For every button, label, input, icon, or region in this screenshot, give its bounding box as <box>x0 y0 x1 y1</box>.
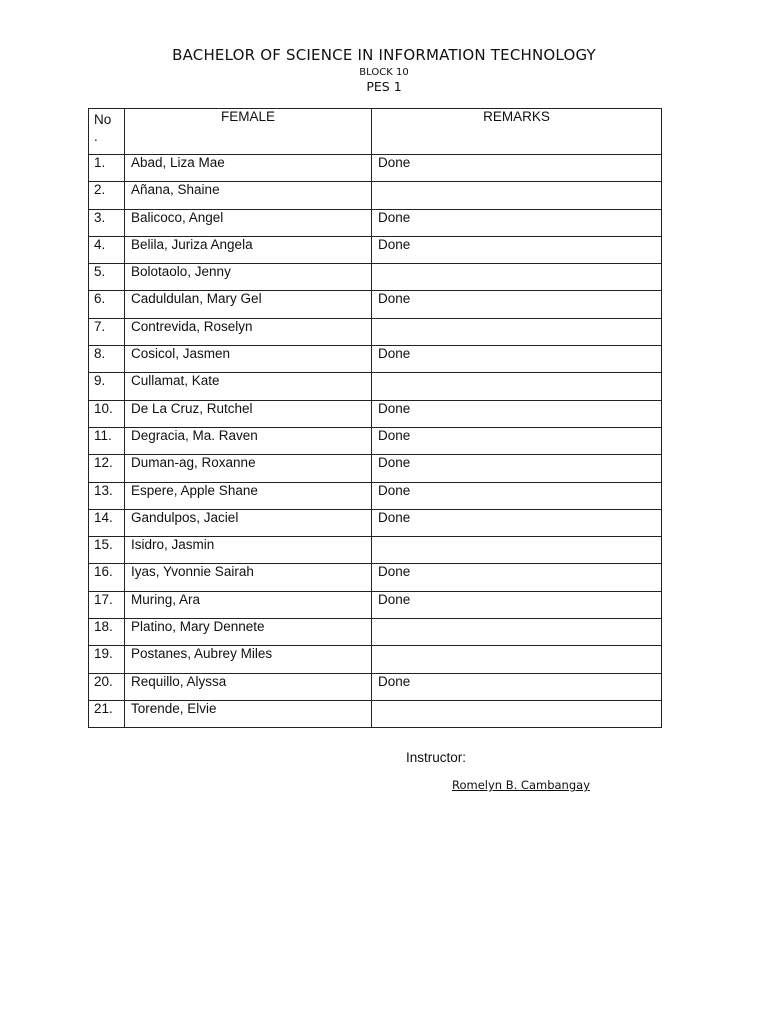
table-row <box>89 182 662 209</box>
remarks-cell <box>372 700 662 727</box>
remarks-cell: Done <box>372 400 662 427</box>
table-header-row <box>89 109 662 155</box>
column-header-female: FEMALE <box>125 109 372 155</box>
table-row <box>89 700 662 727</box>
row-number: 17. <box>89 591 125 618</box>
remarks-cell: Done <box>372 209 662 236</box>
column-header-no <box>89 109 125 155</box>
student-name: Caduldulan, Mary Gel <box>125 291 372 318</box>
remarks-cell: Done <box>372 673 662 700</box>
remarks-cell: Done <box>372 155 662 182</box>
row-number: 7. <box>89 318 125 345</box>
column-header-no-text: No . <box>94 112 112 144</box>
table-row <box>89 427 662 454</box>
table-row <box>89 537 662 564</box>
row-number: 2. <box>89 182 125 209</box>
table-row <box>89 591 662 618</box>
table-row <box>89 236 662 263</box>
student-name: Isidro, Jasmin <box>125 537 372 564</box>
row-number: 1. <box>89 155 125 182</box>
table-row <box>89 400 662 427</box>
student-name: Platino, Mary Dennete <box>125 619 372 646</box>
table-row <box>89 646 662 673</box>
student-name: Añana, Shaine <box>125 182 372 209</box>
student-name: Belila, Juriza Angela <box>125 236 372 263</box>
student-name: Contrevida, Roselyn <box>125 318 372 345</box>
student-name: Balicoco, Angel <box>125 209 372 236</box>
student-name: Gandulpos, Jaciel <box>125 509 372 536</box>
row-number: 9. <box>89 373 125 400</box>
table-row <box>89 564 662 591</box>
student-name: Requillo, Alyssa <box>125 673 372 700</box>
remarks-cell: Done <box>372 236 662 263</box>
student-name: Duman-ag, Roxanne <box>125 455 372 482</box>
remarks-cell: Done <box>372 482 662 509</box>
student-name: Espere, Apple Shane <box>125 482 372 509</box>
student-name: Cosicol, Jasmen <box>125 346 372 373</box>
table-row <box>89 264 662 291</box>
row-number: 19. <box>89 646 125 673</box>
table-row <box>89 209 662 236</box>
table-row <box>89 619 662 646</box>
remarks-cell <box>372 264 662 291</box>
row-number: 21. <box>89 700 125 727</box>
row-number: 16. <box>89 564 125 591</box>
table-row <box>89 291 662 318</box>
instructor-label: Instructor: <box>406 750 467 765</box>
row-number: 6. <box>89 291 125 318</box>
student-name: Torende, Elvie <box>125 700 372 727</box>
block-label: BLOCK 10 <box>359 67 409 78</box>
row-number: 4. <box>89 236 125 263</box>
remarks-cell <box>372 646 662 673</box>
student-name: Cullamat, Kate <box>125 373 372 400</box>
row-number: 10. <box>89 400 125 427</box>
remarks-cell <box>372 537 662 564</box>
remarks-cell: Done <box>372 346 662 373</box>
row-number: 14. <box>89 509 125 536</box>
row-number: 18. <box>89 619 125 646</box>
student-name: Iyas, Yvonnie Sairah <box>125 564 372 591</box>
row-number: 11. <box>89 427 125 454</box>
table-row <box>89 373 662 400</box>
table-row <box>89 318 662 345</box>
roster-body <box>89 155 662 728</box>
remarks-cell <box>372 619 662 646</box>
remarks-cell <box>372 373 662 400</box>
remarks-cell: Done <box>372 564 662 591</box>
row-number: 15. <box>89 537 125 564</box>
student-name: Bolotaolo, Jenny <box>125 264 372 291</box>
remarks-cell: Done <box>372 509 662 536</box>
remarks-cell: Done <box>372 455 662 482</box>
student-name: Abad, Liza Mae <box>125 155 372 182</box>
document-title: BACHELOR OF SCIENCE IN INFORMATION TECHNOLOGY <box>172 46 596 64</box>
row-number: 5. <box>89 264 125 291</box>
row-number: 8. <box>89 346 125 373</box>
student-name: Muring, Ara <box>125 591 372 618</box>
remarks-cell: Done <box>372 591 662 618</box>
table-row <box>89 509 662 536</box>
table-row <box>89 155 662 182</box>
row-number: 13. <box>89 482 125 509</box>
table-row <box>89 455 662 482</box>
remarks-cell: Done <box>372 427 662 454</box>
row-number: 3. <box>89 209 125 236</box>
student-name: De La Cruz, Rutchel <box>125 400 372 427</box>
instructor-name: Romelyn B. Cambangay <box>452 778 590 792</box>
table-row <box>89 346 662 373</box>
column-header-remarks: REMARKS <box>372 109 662 155</box>
student-name: Postanes, Aubrey Miles <box>125 646 372 673</box>
remarks-cell: Done <box>372 291 662 318</box>
student-roster-table <box>88 108 662 728</box>
subject-label: PES 1 <box>366 79 402 94</box>
table-row <box>89 482 662 509</box>
remarks-cell <box>372 318 662 345</box>
table-row <box>89 673 662 700</box>
row-number: 12. <box>89 455 125 482</box>
remarks-cell <box>372 182 662 209</box>
student-name: Degracia, Ma. Raven <box>125 427 372 454</box>
row-number: 20. <box>89 673 125 700</box>
